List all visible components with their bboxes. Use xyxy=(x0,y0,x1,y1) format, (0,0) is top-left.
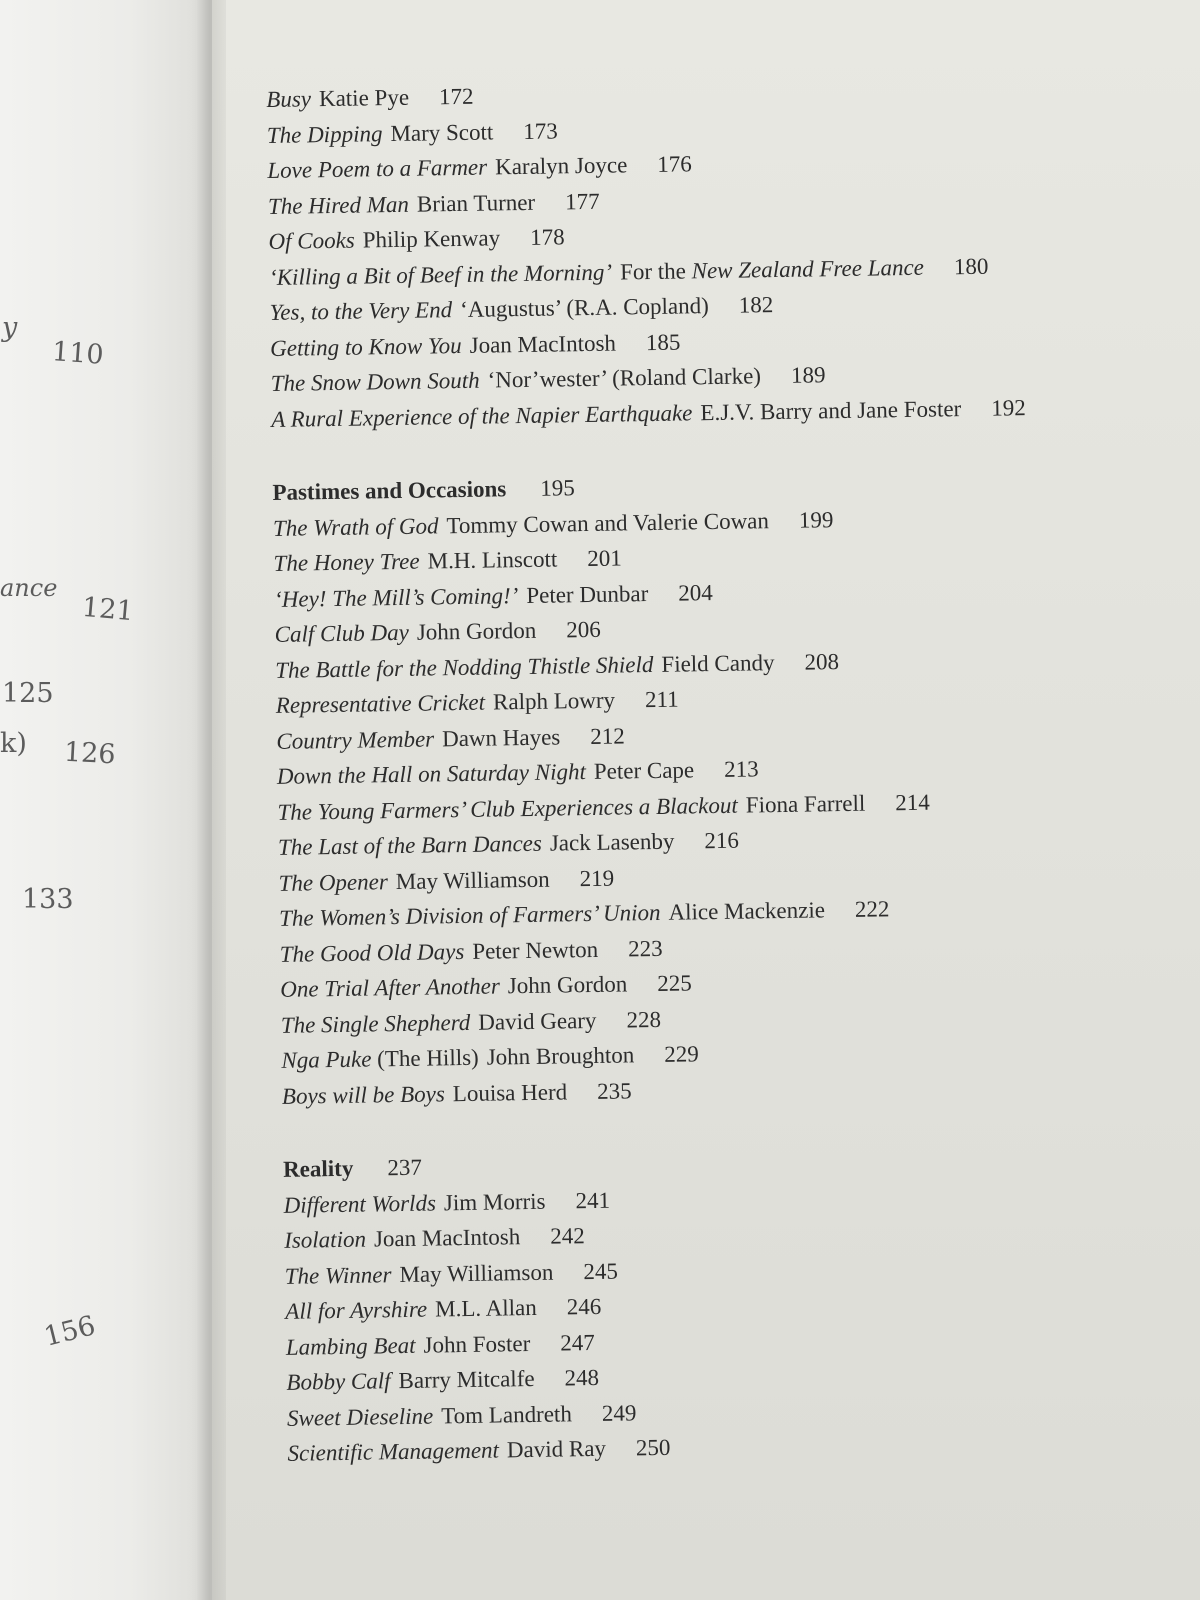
entry-title: Sweet Dieseline xyxy=(286,1403,434,1431)
entry-author: John Broughton xyxy=(486,1042,635,1070)
entry-author: Joan MacIntosh xyxy=(373,1224,521,1252)
entry-title: Busy xyxy=(266,86,312,112)
left-page-number: 133 xyxy=(22,884,74,915)
entry-page: 229 xyxy=(664,1041,699,1067)
section-title: Reality xyxy=(282,1155,354,1182)
table-of-contents xyxy=(266,68,1200,1472)
entry-title: The Last of the Barn Dances xyxy=(277,830,543,860)
entry-page: 214 xyxy=(895,789,930,815)
entry-page: 189 xyxy=(790,362,826,388)
entry-page: 192 xyxy=(991,394,1026,421)
entry-author: ‘Nor’wester’ (Roland Clarke) xyxy=(487,363,762,393)
entry-title: The Honey Tree xyxy=(273,548,420,576)
entry-title: Boys will be Boys xyxy=(281,1080,445,1109)
entry-page: 222 xyxy=(854,896,890,922)
entry-page: 246 xyxy=(566,1293,602,1320)
entry-author: Mary Scott xyxy=(390,118,494,146)
entry-author: Field Candy xyxy=(661,649,775,677)
entry-page: 182 xyxy=(738,292,774,318)
entry-page: 225 xyxy=(657,970,692,996)
entry-title: Getting to Know You xyxy=(269,332,462,361)
entry-title: A Rural Experience of the Napier Earthquake xyxy=(271,399,693,432)
section-page: 237 xyxy=(387,1154,423,1181)
entry-title: Yes, to the Very End xyxy=(269,297,453,325)
entry-author: Barry Mitcalfe xyxy=(398,1365,535,1394)
entry-page: 250 xyxy=(635,1434,671,1461)
entry-page: 212 xyxy=(590,722,625,749)
entry-page: 249 xyxy=(601,1399,637,1426)
entry-title: The Young Farmers’ Club Experiences a Blackout xyxy=(277,792,738,825)
entry-author: M.H. Linscott xyxy=(427,546,558,574)
entry-author: May Williamson xyxy=(395,866,550,894)
entry-page: 208 xyxy=(804,648,840,675)
entry-author: M.L. Allan xyxy=(434,1294,537,1322)
entry-title: The Hired Man xyxy=(267,191,410,219)
entry-page: 211 xyxy=(644,686,679,713)
entry-title: Representative Cricket xyxy=(275,689,486,718)
entry-title: ‘Hey! The Mill’s Coming!’ xyxy=(273,582,519,612)
toc-group-2 xyxy=(273,496,1200,1114)
left-page-number: 156 xyxy=(41,1310,99,1353)
toc-group-1 xyxy=(266,68,1191,437)
entry-author: David Geary xyxy=(478,1007,597,1035)
entry-author: Peter Cape xyxy=(593,757,695,784)
entry-title: Of Cooks xyxy=(268,227,355,254)
entry-author: May Williamson xyxy=(399,1259,554,1287)
entry-title: The Opener xyxy=(278,868,388,896)
entry-title: Calf Club Day xyxy=(274,619,410,647)
entry-title: The Wrath of God xyxy=(272,512,439,541)
entry-page: 199 xyxy=(798,506,834,533)
entry-author: Karalyn Joyce xyxy=(494,152,628,180)
entry-title: Country Member xyxy=(276,725,435,754)
entry-page: 178 xyxy=(529,224,565,250)
entry-author: John Gordon xyxy=(507,971,628,999)
entry-author: Louisa Herd xyxy=(452,1078,568,1106)
entry-page: 219 xyxy=(579,865,615,891)
toc-group-3 xyxy=(283,1173,1200,1471)
entry-author: Brian Turner xyxy=(416,189,536,217)
entry-title: Scientific Management xyxy=(287,1437,500,1466)
left-page xyxy=(0,0,215,1600)
entry-author xyxy=(620,254,924,284)
left-page-number: 121 xyxy=(80,591,135,628)
entry-page: 206 xyxy=(566,616,601,643)
entry-page: 213 xyxy=(723,756,759,782)
entry-page: 242 xyxy=(550,1223,585,1249)
entry-author: David Ray xyxy=(506,1435,607,1463)
right-page xyxy=(212,0,1200,1600)
entry-author: John Foster xyxy=(423,1330,531,1358)
entry-author: Jack Lasenby xyxy=(549,828,675,856)
entry-page: 223 xyxy=(627,935,663,961)
left-fragment: ance xyxy=(0,574,58,602)
entry-page: 235 xyxy=(596,1077,632,1104)
left-page-number: 126 xyxy=(63,736,117,771)
book-gutter-shadow xyxy=(196,0,226,1600)
entry-author: John Gordon xyxy=(416,617,537,645)
entry-page: 241 xyxy=(575,1187,611,1213)
entry-page: 177 xyxy=(564,188,600,214)
entry-title: Different Worlds xyxy=(283,1189,437,1218)
entry-page: 173 xyxy=(523,117,558,144)
entry-page: 216 xyxy=(704,827,740,854)
entry-page: 248 xyxy=(564,1364,600,1391)
left-fragment: y xyxy=(2,312,18,343)
left-page-number: 110 xyxy=(50,336,105,371)
entry-author: Peter Dunbar xyxy=(526,580,649,608)
entry-title: The Dipping xyxy=(266,120,383,148)
entry-author: Jim Morris xyxy=(443,1188,546,1215)
entry-title: The Snow Down South xyxy=(270,367,480,396)
entry-title-gloss: (The Hills) xyxy=(376,1044,479,1072)
entry-author: Joan MacIntosh xyxy=(469,330,617,358)
entry-title: The Single Shepherd xyxy=(280,1009,471,1038)
entry-title: Down the Hall on Saturday Night xyxy=(276,759,587,789)
entry-page: 176 xyxy=(657,151,692,177)
left-fragment: k) xyxy=(0,728,27,759)
entry-title-italic: Nga Puke xyxy=(281,1046,372,1073)
entry-author: Dawn Hayes xyxy=(441,723,561,751)
entry-author: Tommy Cowan and Valerie Cowan xyxy=(446,507,770,538)
entry-author: ‘Augustus’ (R.A. Copland) xyxy=(459,293,709,322)
entry-author: Tom Landreth xyxy=(441,1400,573,1428)
entry-page: 185 xyxy=(645,329,681,355)
entry-title: The Good Old Days xyxy=(279,938,465,967)
entry-author: Alice Mackenzie xyxy=(668,897,826,925)
entry-author: Peter Newton xyxy=(472,936,599,964)
entry-page: 228 xyxy=(626,1006,662,1032)
entry-author: E.J.V. Barry and Jane Foster xyxy=(700,395,962,425)
entry-page: 204 xyxy=(678,579,713,606)
entry-title: Bobby Calf xyxy=(286,1368,391,1395)
entry-page: 201 xyxy=(587,545,622,572)
entry-title: Isolation xyxy=(284,1226,367,1253)
author-publication: New Zealand Free Lance xyxy=(691,254,925,283)
entry-page: 180 xyxy=(953,253,989,279)
entry-title: ‘Killing a Bit of Beef in the Morning’ xyxy=(268,259,613,290)
entry-page: 247 xyxy=(560,1329,595,1356)
section-title: Pastimes and Occasions xyxy=(272,476,507,505)
entry-title: The Winner xyxy=(284,1261,392,1289)
entry-title: Love Poem to a Farmer xyxy=(267,154,488,183)
left-page-number: 125 xyxy=(2,678,54,709)
entry-author: Ralph Lowry xyxy=(492,687,616,715)
entry-title: All for Ayrshire xyxy=(285,1296,428,1324)
entry-title: The Battle for the Nodding Thistle Shield xyxy=(275,651,654,683)
entry-author: Katie Pye xyxy=(318,84,410,112)
entry-author: Philip Kenway xyxy=(362,225,501,253)
author-prefix: For the xyxy=(619,257,687,284)
entry-page: 245 xyxy=(583,1258,619,1284)
entry-author: Fiona Farrell xyxy=(745,790,866,818)
entry-title xyxy=(281,1045,479,1073)
entry-title: Lambing Beat xyxy=(285,1332,416,1360)
entry-title: The Women’s Division of Farmers’ Union xyxy=(278,899,661,931)
section-page: 195 xyxy=(540,475,575,501)
entry-page: 172 xyxy=(438,83,474,110)
entry-title: One Trial After Another xyxy=(280,973,501,1002)
